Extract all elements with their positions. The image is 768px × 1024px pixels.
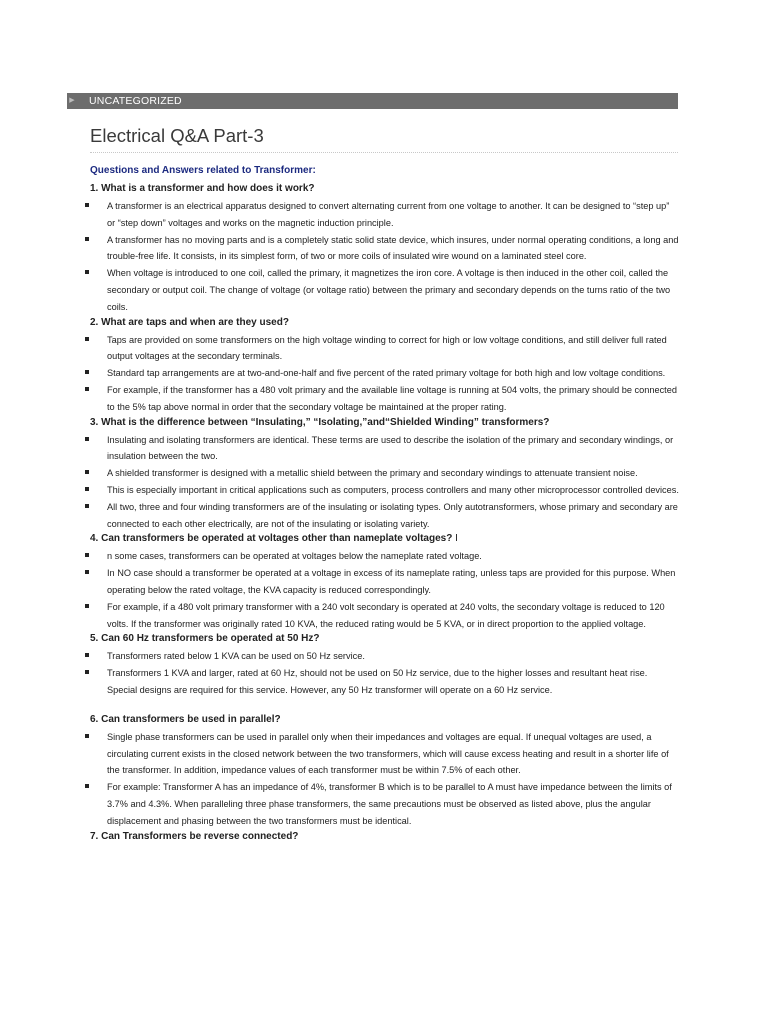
section-spacer [0, 699, 768, 713]
answer-list-item [107, 729, 679, 779]
answer-text: A transformer has no moving parts and is a completely static solid state device, which insures, under normal operating conditions, a long and trouble-free life. It consists, in its simplest form, of two or more coils of insulated wire wound on a laminated steel core. [107, 234, 679, 262]
answer-list-item [107, 198, 679, 232]
square-bullet-icon [85, 237, 89, 241]
answer-text: n some cases, transformers can be operated at voltages below the nameplate rated voltage. [107, 551, 482, 562]
answer-list-item [107, 332, 679, 366]
title-divider [90, 152, 678, 153]
answer-text: This is especially important in critical applications such as computers, process controllers and many other microprocessor controlled devices. [107, 484, 679, 495]
question-heading [90, 182, 768, 196]
question-text: 3. What is the difference between “Insulating,” “Isolating,”and“Shielded Winding” transformers? [90, 416, 550, 428]
square-bullet-icon [85, 337, 89, 341]
answer-list-item [107, 648, 679, 665]
answer-list-item [107, 482, 679, 499]
square-bullet-icon [85, 370, 89, 374]
question-text: 5. Can 60 Hz transformers be operated at 50 Hz? [90, 633, 320, 645]
answer-text: Standard tap arrangements are at two-and-one-half and five percent of the rated primary voltage for both high and low voltage conditions. [107, 368, 666, 379]
question-heading [90, 532, 768, 546]
square-bullet-icon [85, 734, 89, 738]
qa-list [0, 182, 768, 844]
square-bullet-icon [85, 470, 89, 474]
answer-text: In NO case should a transformer be operated at a voltage in excess of its nameplate rating, unless taps are provided for this purpose. When operating below the rated voltage, the KVA capacity is reduced correspondingly. [107, 568, 676, 595]
square-bullet-icon [85, 437, 89, 441]
answer-list-item [107, 565, 679, 599]
answer-list-item [107, 432, 679, 466]
question-heading [90, 830, 768, 844]
answer-list-item [107, 665, 679, 699]
article-body [0, 164, 768, 846]
answer-list-item [107, 779, 679, 829]
answer-list-item [107, 599, 679, 633]
chevron-right-icon: ▶ [69, 97, 75, 104]
question-heading [90, 713, 768, 727]
question-text: 6. Can transformers be used in parallel? [90, 713, 281, 725]
question-text: 2. What are taps and when are they used? [90, 316, 289, 328]
answer-list-item [107, 232, 679, 266]
question-heading [90, 316, 768, 330]
answer-text: For example, if the transformer has a 480 volt primary and the available line voltage is running at 504 volts, the primary should be connected to the 5% tap above normal in order that the secondary voltage be maintained at the proper rating. [107, 384, 677, 412]
post-title: Electrical Q&A Part-3 [90, 125, 264, 146]
square-bullet-icon [85, 653, 89, 657]
answer-list-item [107, 382, 679, 416]
answer-list-item [107, 548, 679, 565]
answer-text: Taps are provided on some transformers on the high voltage winding to correct for high or low voltage conditions, and still deliver full rated output voltages at the secondary terminals. [107, 334, 667, 362]
question-text: 4. Can transformers be operated at voltages other than nameplate voltages? [90, 533, 453, 545]
question-heading [90, 416, 768, 430]
answer-text: For example: Transformer A has an impedance of 4%, transformer B which is to be parallel to A must have impedance between the limits of 3.7% and 4.3%. When paralleling three phase transformers, the same precautions must be observed as listed above, plus the angular displacement and phasing between the two transformers must be identical. [107, 782, 672, 826]
answer-list-item [107, 465, 679, 482]
answer-text: A shielded transformer is designed with a metallic shield between the primary and secondary windings to attenuate transient noise. [107, 468, 638, 479]
answer-text: Single phase transformers can be used in parallel only when their impedances and voltages are equal. If unequal voltages are used, a circulating current exists in the closed network between the two transformers, which will cause excess heating and result in a shorter life of the transformer. In addition, impedance values of each transformer must be within 7.5% of each other. [107, 731, 669, 776]
square-bullet-icon [85, 487, 89, 491]
question-text: 7. Can Transformers be reverse connected? [90, 830, 299, 842]
answer-text: A transformer is an electrical apparatus designed to convert alternating current from one voltage to another. It can be designed to “step up” or “step down” voltages and works on the magnetic induction principle. [107, 201, 670, 228]
answer-text: Transformers rated below 1 KVA can be used on 50 Hz service. [107, 651, 365, 662]
square-bullet-icon [85, 504, 89, 508]
question-suffix: I [452, 533, 458, 545]
square-bullet-icon [85, 387, 89, 391]
question-text: 1. What is a transformer and how does it work? [90, 183, 315, 194]
category-label[interactable]: UNCATEGORIZED [89, 95, 182, 107]
answer-list-item [107, 499, 679, 533]
square-bullet-icon [85, 270, 89, 274]
answer-text: For example, if a 480 volt primary transformer with a 240 volt secondary is operated at 240 volts, the secondary voltage is reduced to 120 volts. If the transformer was originally rated 10 KVA, the reduced rating would be 5 KVA, or in direct proportion to the applied voltage. [107, 601, 665, 629]
square-bullet-icon [85, 670, 89, 674]
answer-text: When voltage is introduced to one coil, called the primary, it magnetizes the iron core. A voltage is then induced in the other coil, called the secondary or output coil. The change of voltage (or voltage ratio) between the primary and secondary depends on the turns ratio of the two coils. [107, 268, 671, 312]
square-bullet-icon [85, 570, 89, 574]
answer-list-item [107, 265, 679, 315]
section-heading: Questions and Answers related to Transformer: [90, 165, 316, 176]
answer-text: Insulating and isolating transformers are identical. These terms are used to describe the isolation of the primary and secondary windings, or insulation between the two. [107, 434, 674, 462]
square-bullet-icon [85, 203, 89, 207]
category-bar[interactable] [67, 93, 678, 109]
answer-text: Transformers 1 KVA and larger, rated at 60 Hz, should not be used on 50 Hz service, due to the higher losses and resultant heat rise. Special designs are required for this service. However, any 50 Hz transformer will operate on a 60 Hz service. [107, 668, 648, 695]
question-heading [90, 632, 768, 646]
answer-list-item [107, 365, 679, 382]
answer-text: All two, three and four winding transformers are of the insulating or isolating types. Only autotransformers, whose primary and secondary are connected to each other electrically, are not of the insulating or isolating variety. [107, 501, 678, 529]
square-bullet-icon [85, 604, 89, 608]
square-bullet-icon [85, 784, 89, 788]
square-bullet-icon [85, 553, 89, 557]
